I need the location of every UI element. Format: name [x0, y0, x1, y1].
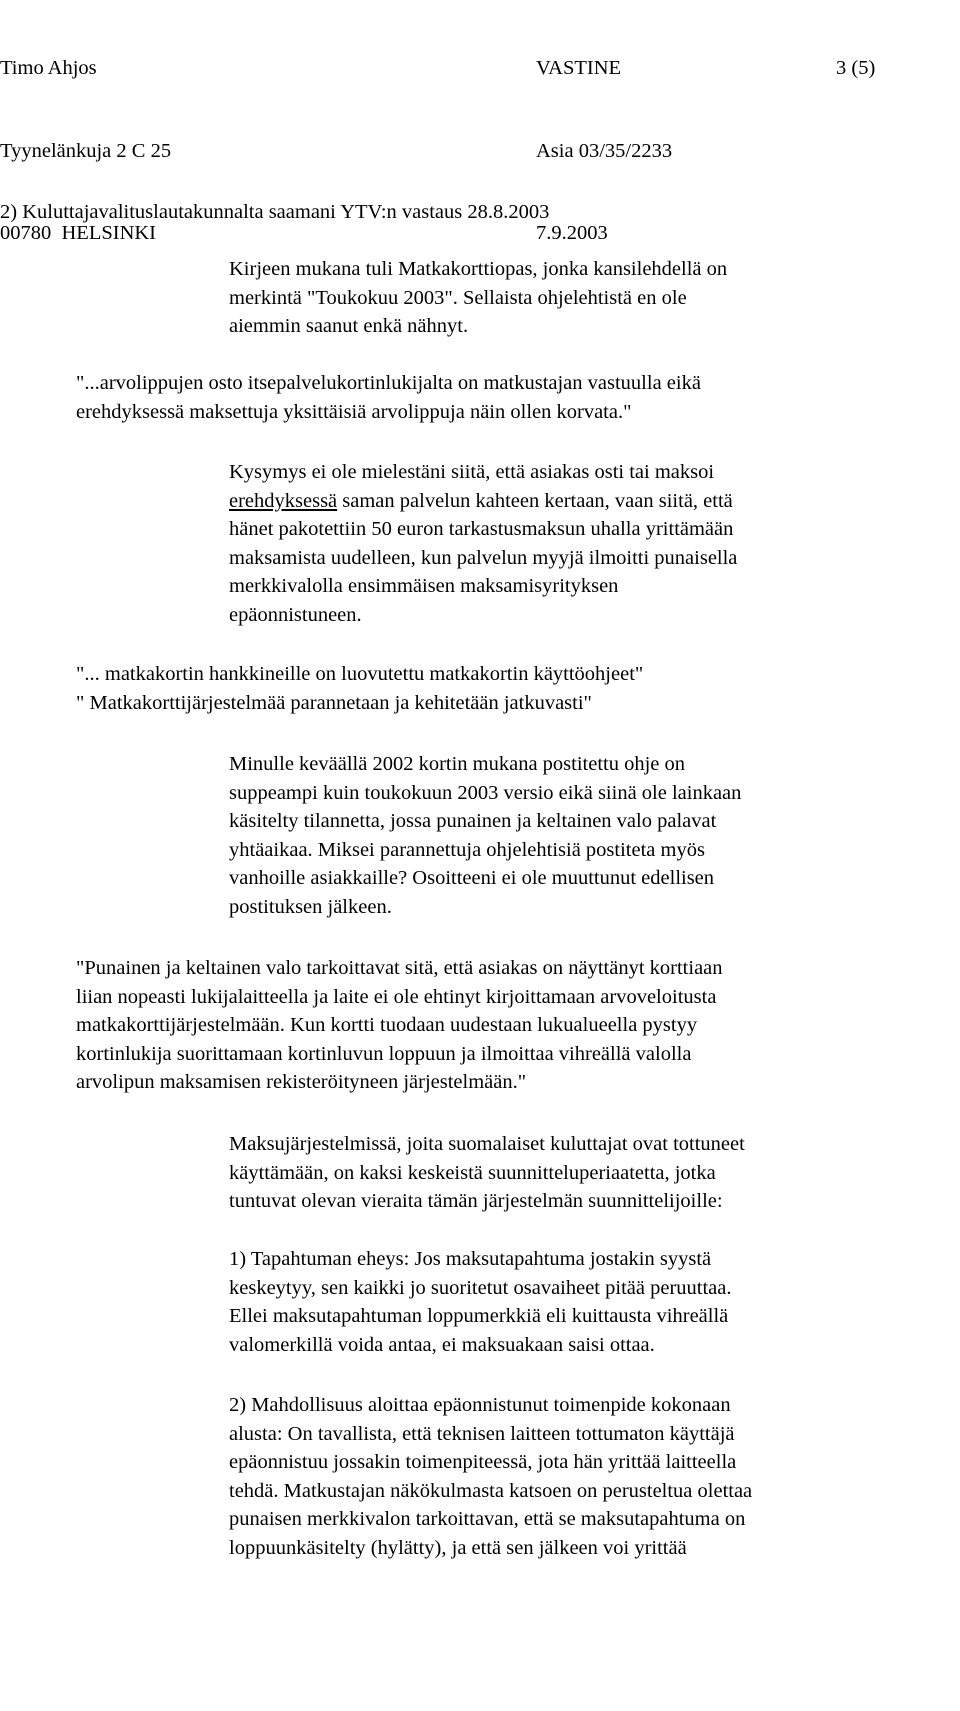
sender-name: Timo Ahjos: [0, 57, 97, 79]
document-date: 7.9.2003: [536, 222, 608, 244]
text-line: epäonnistuneen.: [229, 603, 362, 626]
document-type: VASTINE: [536, 57, 622, 79]
text-line: hänet pakotettiin 50 euron tarkastusmaksun uhalla yrittämään: [229, 518, 734, 541]
text-line: Minulle keväällä 2002 kortin mukana postitettu ohje on: [229, 753, 686, 775]
text-line: aiemmin saanut enkä nähnyt.: [229, 315, 469, 338]
text-line: yhtäaikaa. Miksei parannettuja ohjelehtisiä postiteta myös: [229, 838, 705, 861]
text-line: "Punainen ja keltainen valo tarkoittavat sitä, että asiakas on näyttänyt korttiaan: [76, 957, 723, 979]
point-tapahtuman-eheys: [229, 1245, 731, 1359]
section-heading: 2) Kuluttajavalituslautakunnalta saamani YTV:n vastaus 28.8.2003: [0, 201, 550, 223]
text-line: merkkivalolla ensimmäisen maksamisyrityksen: [229, 575, 619, 598]
text-line: Maksujärjestelmissä, joita suomalaiset kuluttajat ovat tottuneet: [229, 1133, 745, 1155]
text-line: Kirjeen mukana tuli Matkakorttiopas, jonka kansilehdellä on: [229, 258, 728, 280]
text-line: Kysymys ei ole mielestäni siitä, että asiakas osti tai maksoi: [229, 461, 715, 483]
underlined-word: erehdyksessä: [229, 489, 338, 512]
text-line: vanhoille asiakkaille? Osoitteeni ei ole muuttunut edellisen: [229, 867, 715, 890]
text-line: arvolipun maksamisen rekisteröityneen järjestelmään.": [76, 1071, 527, 1094]
text-line: "... matkakortin hankkineille on luovutettu matkakortin käyttöohjeet": [76, 663, 644, 685]
text-line: Ellei maksutapahtuman loppumerkkiä eli kuittausta vihreällä: [229, 1305, 729, 1328]
paragraph-ohje: [229, 750, 741, 922]
page-number: 3 (5): [836, 57, 876, 79]
paragraph-kysymys: [229, 458, 737, 630]
text-line: loppuunkäsitelty (hylätty), ja että sen jälkeen voi yrittää: [229, 1536, 687, 1559]
quote-punainen-keltainen: [76, 954, 723, 1097]
text-line: valomerkillä voida antaa, ei maksuakaan saisi ottaa.: [229, 1333, 655, 1356]
text-line: liian nopeasti lukijalaitteella ja laite ei ole ehtinyt kirjoittamaan arvoveloitusta: [76, 985, 717, 1008]
quote-arvoliput: [76, 369, 701, 426]
text-line-underlined: [229, 487, 737, 516]
sender-address: [0, 0, 171, 275]
case-reference: Asia 03/35/2233: [536, 139, 673, 162]
text-fragment: saman palvelun kahteen kertaan, vaan siitä, että: [337, 489, 733, 512]
document-info: [536, 0, 672, 275]
text-line: keskeytyy, sen kaikki jo suoritetut osavaiheet pitää peruuttaa.: [229, 1276, 732, 1299]
text-line: tehdä. Matkustajan näkökulmasta katsoen on perusteltua olettaa: [229, 1479, 753, 1502]
text-line: " Matkakorttijärjestelmää parannetaan ja kehitetään jatkuvasti": [76, 691, 592, 714]
text-line: käyttämään, on kaksi keskeistä suunnitteluperiaatetta, jotka: [229, 1161, 716, 1184]
text-line: punaisen merkkivalon tarkoittavan, että se maksutapahtuma on: [229, 1508, 746, 1531]
sender-street: Tyynelänkuja 2 C 25: [0, 139, 172, 162]
text-line: 1) Tapahtuman eheys: Jos maksutapahtuma jostakin syystä: [229, 1248, 712, 1270]
text-line: maksamista uudelleen, kun palvelun myyjä ilmoitti punaisella: [229, 546, 738, 569]
point-aloittaa-alusta: [229, 1391, 752, 1563]
text-line: suppeampi kuin toukokuun 2003 versio eikä siinä ole lainkaan: [229, 781, 742, 804]
text-line: merkintä "Toukokuu 2003". Sellaista ohjelehtistä en ole: [229, 286, 687, 309]
text-line: 2) Mahdollisuus aloittaa epäonnistunut toimenpide kokonaan: [229, 1394, 731, 1416]
text-line: epäonnistuu jossakin toimenpiteessä, jota hän yrittää laitteella: [229, 1451, 737, 1474]
paragraph-matkakorttiopas: [229, 255, 727, 341]
text-line: alusta: On tavallista, että teknisen laitteen tottumaton käyttäjä: [229, 1422, 735, 1445]
text-line: kortinlukija suorittamaan kortinluvun loppuun ja ilmoittaa vihreällä valolla: [76, 1042, 692, 1065]
text-line: käsitelty tilannetta, jossa punainen ja keltainen valo palavat: [229, 810, 717, 833]
quote-kayttoohjeet: [76, 660, 643, 717]
text-line: tuntuvat olevan vieraita tämän järjestelmän suunnittelijoille:: [229, 1190, 723, 1213]
text-line: matkakorttijärjestelmään. Kun kortti tuodaan uudestaan lukualueella pystyy: [76, 1014, 698, 1037]
text-line: postituksen jälkeen.: [229, 895, 392, 918]
paragraph-maksujarjestelmat: [229, 1130, 745, 1216]
text-line: erehdyksessä maksettuja yksittäisiä arvolippuja näin ollen korvata.": [76, 400, 632, 423]
sender-city: 00780 HELSINKI: [0, 222, 157, 244]
text-line: "...arvolippujen osto itsepalvelukortinlukijalta on matkustajan vastuulla eikä: [76, 372, 701, 394]
